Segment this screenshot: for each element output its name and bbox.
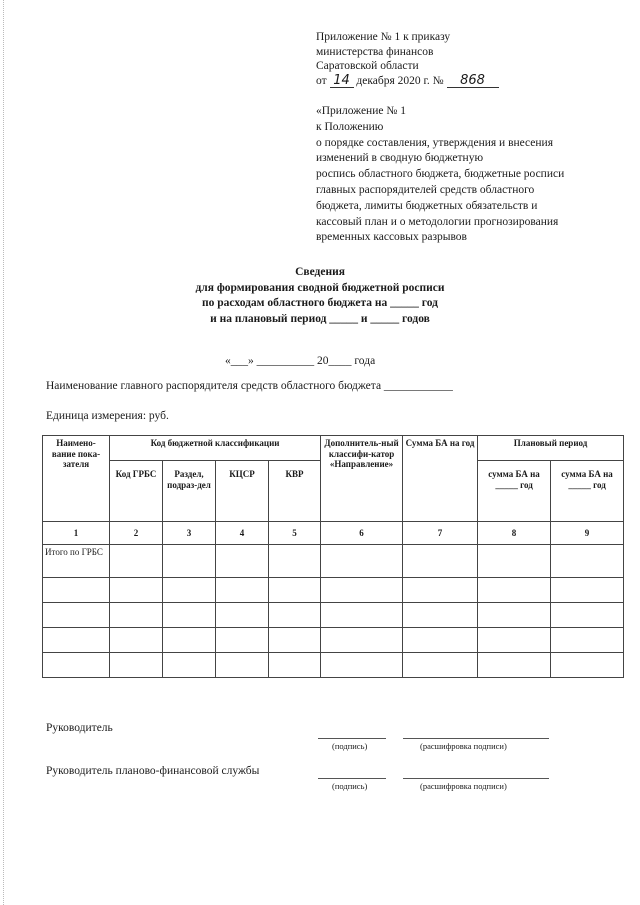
date-prefix: от: [316, 74, 327, 87]
signature-caption: (подпись): [332, 741, 368, 751]
scan-edge: [3, 0, 5, 905]
order-day: 14: [330, 75, 354, 88]
appendix-order-block: [316, 30, 616, 88]
col-number: 9: [551, 522, 624, 545]
regulation-line: временных кассовых разрывов: [316, 231, 467, 244]
table-row: [43, 603, 624, 628]
title-line-3: по расходам областного бюджета на _____ год: [202, 297, 438, 309]
col-number: 3: [163, 522, 216, 545]
title-line-4: и на плановый период _____ и _____ годов: [210, 312, 430, 325]
group-planned-period: Плановый период: [478, 436, 624, 461]
regulation-line: к Положению: [316, 120, 384, 133]
appendix-date-line: [316, 74, 616, 89]
col-sum: Сумма БА на год: [403, 436, 478, 522]
col-plan-year-1: сумма БА на _____ год: [478, 461, 551, 522]
signature-caption: (подпись): [332, 781, 368, 791]
decoding-caption: (расшифровка подписи): [420, 741, 507, 751]
appendix-line-2: министерства финансов: [316, 45, 434, 58]
col-grbs: Код ГРБС: [110, 461, 163, 522]
regulation-line: изменений в сводную бюджетную: [316, 152, 484, 165]
col-indicator: Наимено-вание пока-зателя: [43, 436, 110, 522]
group-classification: Код бюджетной классификации: [110, 436, 321, 461]
head-signature-line: [318, 738, 386, 739]
regulation-line: кассовый план и о методологии прогнозирования: [316, 215, 559, 228]
regulation-line: бюджета, лимиты бюджетных обязательств и: [316, 199, 538, 212]
title-line-1: Сведения: [295, 266, 345, 278]
units-label: Единица измерения: руб.: [46, 410, 169, 422]
regulation-line: роспись областного бюджета, бюджетные росписи: [316, 168, 565, 181]
col-number: 1: [43, 522, 110, 545]
col-kvr: КВР: [269, 461, 321, 522]
main-manager-label: Наименование главного распорядителя средств областного бюджета ____________: [46, 380, 453, 392]
appendix-regulation-block: [316, 104, 616, 246]
regulation-line: «Приложение № 1: [316, 105, 406, 117]
col-extra-classifier: Дополнитель-ный классифи-катор «Направление»: [321, 436, 403, 522]
title-line-2: для формирования сводной бюджетной росписи: [195, 281, 445, 294]
col-number: 6: [321, 522, 403, 545]
head-signature-label: Руководитель: [46, 722, 113, 734]
decoding-caption: (расшифровка подписи): [420, 781, 507, 791]
budget-table: [42, 435, 624, 678]
col-section: Раздел, подраз-дел: [163, 461, 216, 522]
appendix-line-1: Приложение № 1 к приказу: [316, 31, 451, 43]
total-row-label: Итого по ГРБС: [43, 545, 110, 578]
head-decoding-line: [403, 738, 549, 739]
table-row: [43, 578, 624, 603]
column-numbers-row: [43, 522, 624, 545]
order-number: 868: [447, 75, 499, 88]
date-middle: декабря 2020 г. №: [356, 74, 444, 87]
col-number: 8: [478, 522, 551, 545]
table-row: [43, 545, 624, 578]
table-row: [43, 653, 624, 678]
col-number: 4: [216, 522, 269, 545]
table-header-row-1: [43, 436, 624, 461]
finance-signature-line: [318, 778, 386, 779]
regulation-line: о порядке составления, утверждения и внесения: [316, 136, 554, 149]
col-kcsr: КЦСР: [216, 461, 269, 522]
finance-head-signature-label: Руководитель планово-финансовой службы: [46, 765, 260, 777]
date-line: «___» __________ 20____ года: [225, 355, 376, 367]
col-plan-year-2: сумма БА на _____ год: [551, 461, 624, 522]
appendix-line-3: Саратовской области: [316, 60, 419, 73]
table-row: [43, 628, 624, 653]
finance-decoding-line: [403, 778, 549, 779]
col-number: 7: [403, 522, 478, 545]
col-number: 2: [110, 522, 163, 545]
regulation-line: главных распорядителей средств областного: [316, 183, 535, 196]
document-title: [130, 265, 510, 327]
col-number: 5: [269, 522, 321, 545]
